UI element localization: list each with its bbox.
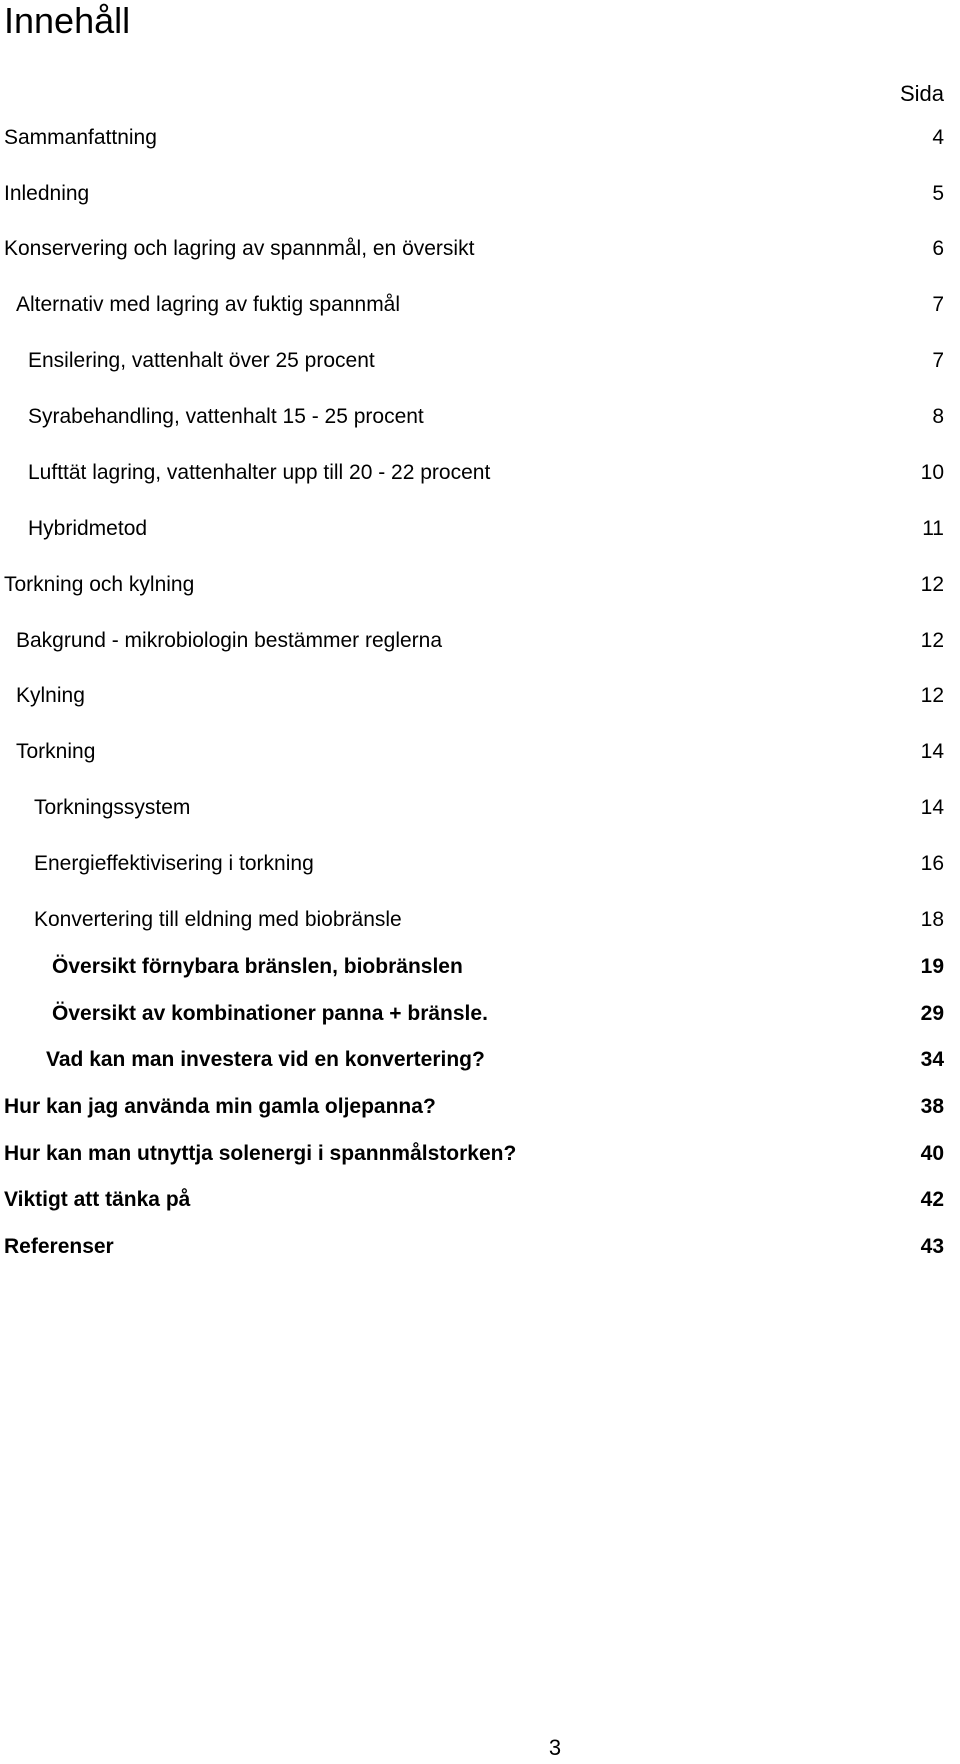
toc-entry-title: Sammanfattning (4, 126, 157, 149)
toc-entry-page: 6 (932, 237, 944, 260)
toc-entry-title: Torkningssystem (34, 796, 191, 819)
toc-entry-title: Hur kan man utnyttja solenergi i spannmålstorken? (4, 1142, 517, 1165)
toc-entry[interactable] (0, 793, 960, 823)
toc-entry-page: 34 (920, 1048, 944, 1071)
toc-entry-title: Inledning (4, 182, 90, 205)
page-title: Innehåll (4, 0, 131, 41)
toc-entry-page: 43 (920, 1235, 944, 1258)
toc-entry-page: 40 (920, 1142, 944, 1165)
toc-entry-page: 12 (920, 684, 944, 707)
toc-entry-page: 7 (932, 293, 944, 316)
toc-entry-title: Vad kan man investera vid en konvertering? (46, 1048, 485, 1071)
toc-entry-title: Översikt av kombinationer panna + bränsle. (52, 1002, 488, 1025)
toc-entry-page: 16 (920, 852, 944, 875)
toc-entry[interactable] (0, 737, 960, 767)
toc-entry[interactable] (0, 123, 960, 153)
toc-entry[interactable] (0, 681, 960, 711)
toc-entry[interactable] (0, 905, 960, 935)
toc-entry[interactable] (0, 514, 960, 544)
toc-entry-page: 14 (920, 796, 944, 819)
toc-entry-title: Bakgrund - mikrobiologin bestämmer reglerna (16, 629, 443, 652)
toc-entry-page: 10 (920, 461, 944, 484)
toc-entry[interactable] (0, 1092, 960, 1122)
toc-entry-page: 8 (932, 405, 944, 428)
toc-entry-page: 12 (920, 629, 944, 652)
page-column-header: Sida (899, 81, 944, 106)
toc-entry[interactable] (0, 1045, 960, 1075)
toc-entry[interactable] (0, 999, 960, 1029)
toc-entry[interactable] (0, 290, 960, 320)
toc-entry[interactable] (0, 626, 960, 656)
toc-entry[interactable] (0, 849, 960, 879)
toc-entry-page: 19 (920, 955, 944, 978)
toc-entry-title: Översikt förnybara bränslen, biobränslen (52, 955, 463, 978)
toc-entry[interactable] (0, 570, 960, 600)
toc-entry-page: 12 (920, 573, 944, 596)
toc-entry-page: 29 (920, 1002, 944, 1025)
toc-entry[interactable] (0, 952, 960, 982)
toc-entry-title: Syrabehandling, vattenhalt 15 - 25 procent (28, 405, 424, 428)
toc-entry-page: 7 (932, 349, 944, 372)
toc-entry-title: Viktigt att tänka på (4, 1188, 191, 1211)
toc-entry[interactable] (0, 1139, 960, 1169)
toc-entry-page: 11 (922, 517, 944, 540)
toc-entry-title: Referenser (4, 1235, 114, 1258)
toc-entry-page: 38 (920, 1095, 944, 1118)
toc-entry-title: Torkning (16, 740, 96, 763)
toc-entry[interactable] (0, 1185, 960, 1215)
toc-entry-page: 42 (920, 1188, 944, 1211)
toc-entry[interactable] (0, 458, 960, 488)
toc-entry-page: 18 (920, 908, 944, 931)
toc-entry-title: Ensilering, vattenhalt över 25 procent (28, 349, 375, 372)
toc-entry-title: Kylning (16, 684, 85, 707)
toc-entry[interactable] (0, 179, 960, 209)
toc-entry-title: Hybridmetod (28, 517, 148, 540)
toc-entry[interactable] (0, 234, 960, 264)
toc-entry-title: Konservering och lagring av spannmål, en översikt (4, 237, 475, 260)
toc-entry-page: 14 (920, 740, 944, 763)
toc-entry[interactable] (0, 402, 960, 432)
toc-entry[interactable] (0, 1232, 960, 1262)
toc-entry-title: Alternativ med lagring av fuktig spannmål (16, 293, 401, 316)
toc-entry-page: 4 (932, 126, 944, 149)
toc-entry[interactable] (0, 346, 960, 376)
toc-entry-title: Hur kan jag använda min gamla oljepanna? (4, 1095, 436, 1118)
toc-entry-title: Lufttät lagring, vattenhalter upp till 20 - 22 procent (28, 461, 491, 484)
toc-entry-title: Konvertering till eldning med biobränsle (34, 908, 402, 931)
toc-entry-title: Torkning och kylning (4, 573, 195, 596)
toc-entry-title: Energieffektivisering i torkning (34, 852, 314, 875)
toc-entry-page: 5 (932, 182, 944, 205)
page-number: 3 (548, 1735, 562, 1760)
